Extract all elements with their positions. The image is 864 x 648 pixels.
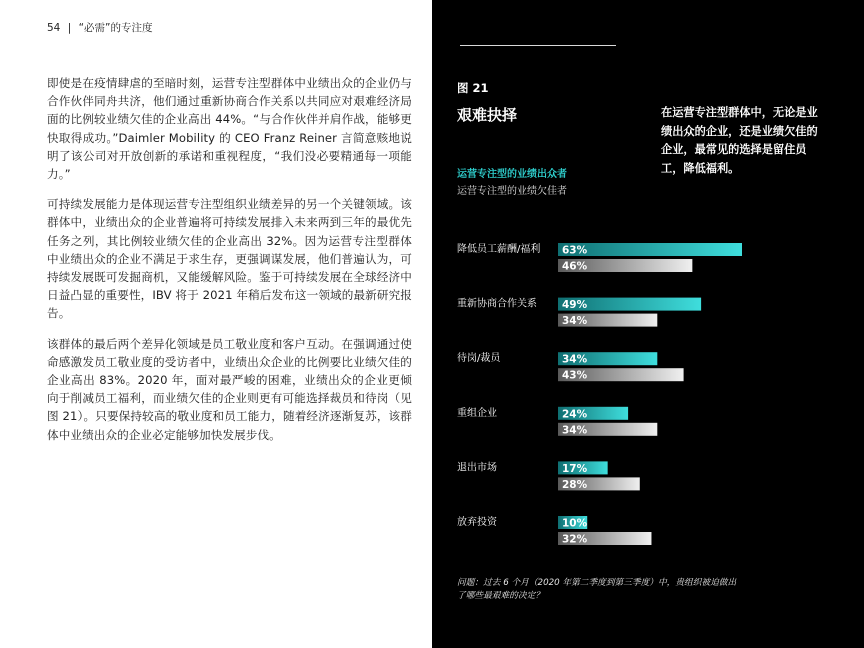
paragraph: 可持续发展能力是体现运营专注型组织业绩差异的另一个关键领域。该群体中，业绩出众的企业普遍将可持续发展排入未来两到三年的最优先任务之列，其比例较业绩欠佳的企业高出 32%。因为运营专注型群体中业绩出众的企业不满足于求生存，更强调谋发展，他们普遍认为，可持续发展既可发掘商机，又能缓解风险。鉴于可持续发展在全球经济中日益凸显的重要性，IBV 将于 2021 年稍后发布这一领域的最新研究报告。 [47, 197, 412, 321]
page-number: 54 [47, 22, 61, 34]
header-separator: | [67, 22, 72, 34]
survey-question: 问题：过去 6 个月（2020 年第二季度到第三季度）中，贵组织被迫做出了哪些最艰难的决定？ [457, 578, 737, 601]
bar-value-label: 32% [562, 533, 588, 546]
legend-entry-underperformers: 运营专注型的业绩欠佳者 [457, 186, 567, 197]
category-label: 放弃投资 [457, 517, 497, 528]
chart-legend [457, 166, 567, 200]
bar-value-label: 28% [562, 478, 588, 491]
bar-value-label: 46% [562, 260, 588, 273]
category-label: 降低员工薪酬/福利 [457, 244, 541, 255]
bar-value-label: 24% [562, 408, 588, 421]
bar-value-label: 49% [562, 299, 588, 312]
paragraph: 该群体的最后两个差异化领域是员工敬业度和客户互动。在强调通过使命感激发员工敬业度的受访者中，业绩出众企业的比例要比业绩欠佳的企业高出 83%。2020 年，面对最严峻的困难，业绩出众的企业更倾向于削减员工福利，而业绩欠佳的企业则更有可能选择裁员和待岗（见图 21）。只要保持较高的敬业度和员工能力，随着经济逐渐复苏，该群体中业绩出众的企业必定能够加快发展步伐。 [47, 336, 412, 442]
bar-value-label: 34% [562, 315, 588, 328]
category-label: 退出市场 [457, 462, 497, 474]
bar-value-label: 10% [562, 517, 588, 530]
category-label: 重新协商合作关系 [457, 298, 537, 310]
page-header [47, 20, 153, 35]
figure-panel [432, 0, 864, 648]
divider [460, 45, 616, 46]
bar-chart [432, 230, 864, 575]
figure-summary: 在运营专注型群体中，无论是业绩出众的企业，还是业绩欠佳的企业，最常见的选择是留住员工，降低福利。 [661, 106, 818, 175]
bar-value-label: 34% [562, 353, 588, 366]
legend-entry-top-performers: 运营专注型的业绩出众者 [457, 169, 567, 180]
bar-value-label: 63% [562, 244, 588, 257]
running-title: “必需”的专注度 [78, 22, 153, 34]
bar-value-label: 43% [562, 369, 588, 382]
paragraph: 即使是在疫情肆虐的至暗时刻，运营专注型群体中业绩出众的企业仍与合作伙伴同舟共济，他们通过重新协商合作关系以共同应对艰难经济局面的比例较业绩欠佳的企业高出 44%。“与合作伙伴并肩作战，能够更快取得成功。”Daimler Mobility 的 CEO Franz Reiner 言简意赅地说明了该公司对开放创新的承诺和重视程度，“我们没必要精通每一项能力。” [47, 76, 412, 182]
body-text [47, 74, 412, 456]
bar-value-label: 34% [562, 424, 588, 437]
bar-value-label: 17% [562, 462, 588, 475]
figure-title: 艰难抉择 [457, 106, 518, 124]
figure-label: 图 21 [457, 81, 489, 95]
category-label: 待岗/裁员 [457, 353, 501, 365]
category-label: 重组企业 [457, 407, 497, 419]
